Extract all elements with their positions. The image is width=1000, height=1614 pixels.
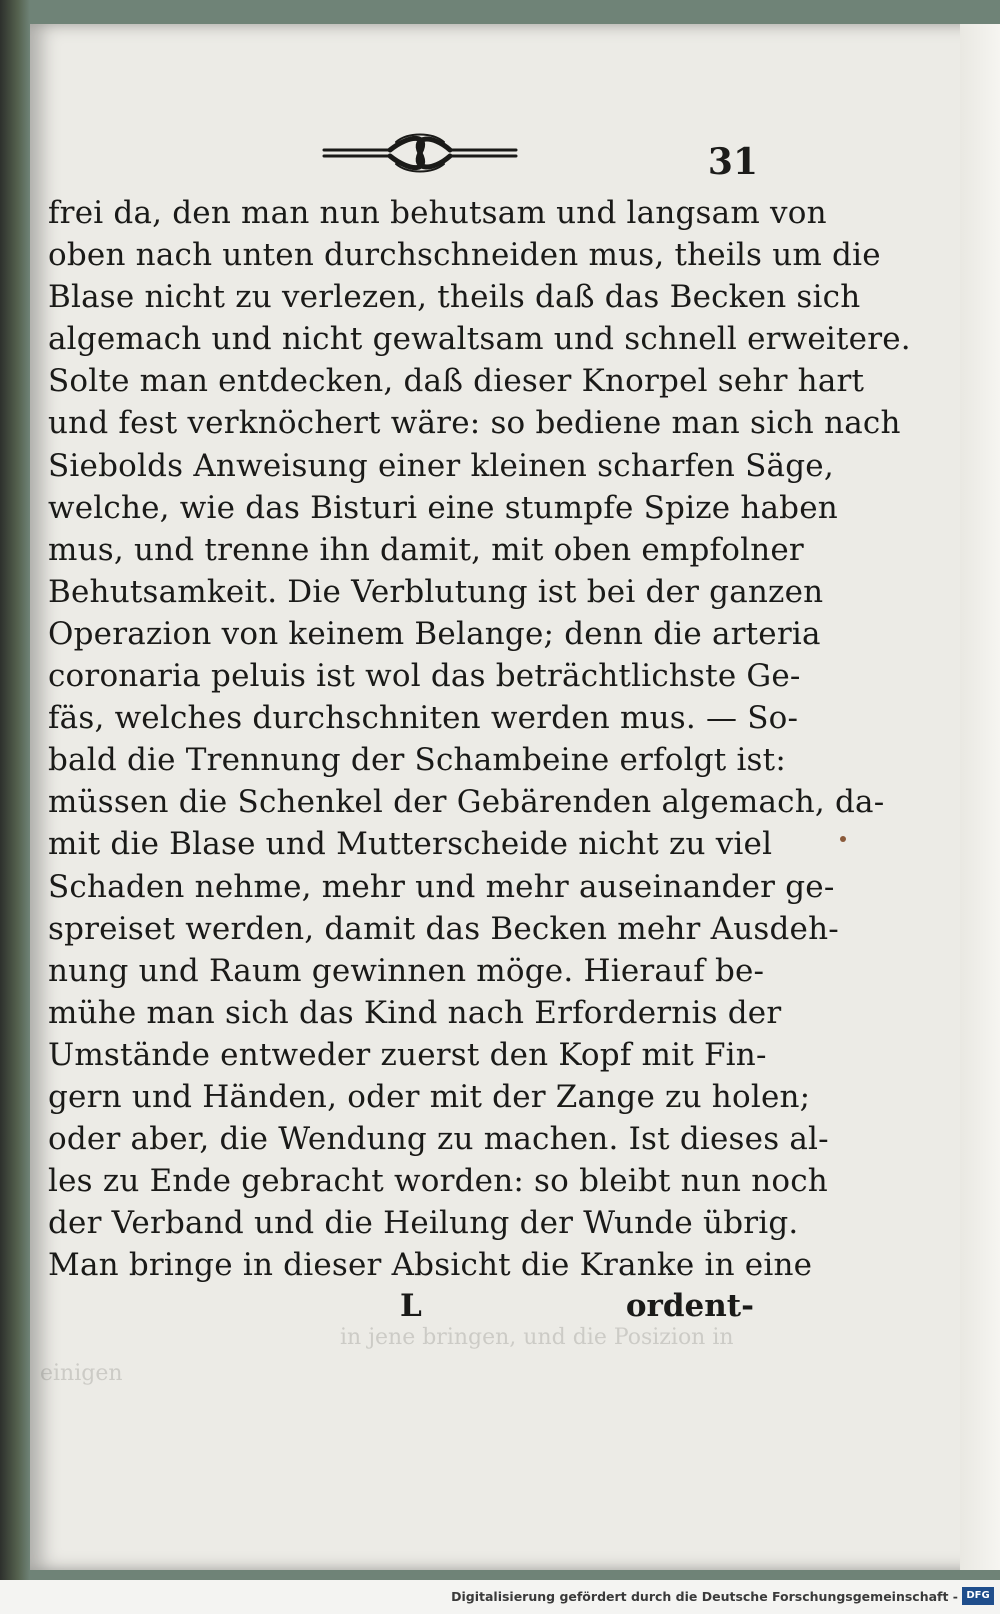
signature-mark: L: [400, 1288, 422, 1324]
text-line: fäs, welches durchschniten werden mus. — So-: [48, 700, 799, 737]
text-line: Blase nicht zu verlezen, theils daß das Becken sich: [48, 279, 861, 316]
footer-bar: [0, 1580, 1000, 1614]
text-line: der Verband und die Heilung der Wunde übrig.: [48, 1205, 799, 1242]
text-line: welche, wie das Bisturi eine stumpfe Spize haben: [48, 489, 838, 526]
text-line: Behutsamkeit. Die Verblutung ist bei der ganzen: [48, 573, 824, 610]
text-line: algemach und nicht gewaltsam und schnell erweitere.: [48, 321, 911, 358]
text-line: gern und Händen, oder mit der Zange zu holen;: [48, 1078, 811, 1115]
text-line: mus, und trenne ihn damit, mit oben empfolner: [48, 531, 804, 568]
text-line: und fest verknöchert wäre: so bediene man sich nach: [48, 405, 901, 442]
paper-speck: [840, 836, 846, 842]
footer-credit: Digitalisierung gefördert durch die Deutsche Forschungsgemeinschaft -: [451, 1589, 958, 1604]
text-line: oben nach unten durchschneiden mus, theils um die: [48, 237, 881, 274]
page-margin: [960, 24, 1000, 1570]
dfg-logo: DFG: [962, 1587, 994, 1605]
text-line: müssen die Schenkel der Gebärenden algemach, da-: [48, 784, 885, 821]
text-line: bald die Trennung der Schambeine erfolgt ist:: [48, 742, 786, 779]
text-line: Operazion von keinem Belange; denn die arteria: [48, 615, 821, 652]
bleed-line: in jene bringen, und die Posizion in: [340, 1325, 734, 1350]
bleed-through-text: [40, 1320, 740, 1392]
book-page: [30, 24, 1000, 1570]
text-line: spreiset werden, damit das Becken mehr Ausdeh-: [48, 910, 839, 947]
text-line: oder aber, die Wendung zu machen. Ist dieses al-: [48, 1121, 829, 1158]
text-line: les zu Ende gebracht worden: so bleibt nun noch: [48, 1163, 828, 1200]
text-line: mühe man sich das Kind nach Erfordernis der: [48, 994, 782, 1031]
text-line: Solte man entdecken, daß dieser Knorpel sehr hart: [48, 363, 865, 400]
catchword: ordent-: [625, 1288, 754, 1324]
page-number: 31: [707, 141, 758, 183]
text-line: coronaria peluis ist wol das beträchtlichste Ge-: [48, 658, 801, 695]
bleed-line: einigen: [40, 1361, 123, 1386]
text-line: Siebolds Anweisung einer kleinen scharfen Säge,: [48, 447, 834, 484]
text-line: Umstände entweder zuerst den Kopf mit Fin-: [48, 1036, 767, 1073]
text-line: Schaden nehme, mehr und mehr auseinander ge-: [48, 868, 835, 905]
scan-edge: [0, 0, 30, 1580]
text-line: mit die Blase und Mutterscheide nicht zu viel: [48, 826, 773, 863]
body-text: [48, 192, 911, 1286]
text-line: frei da, den man nun behutsam und langsam von: [48, 195, 827, 231]
text-line: nung und Raum gewinnen möge. Hierauf be-: [48, 952, 765, 989]
text-line: Man bringe in dieser Absicht die Kranke in eine: [48, 1247, 813, 1284]
knot-ornament-icon: [320, 132, 520, 176]
